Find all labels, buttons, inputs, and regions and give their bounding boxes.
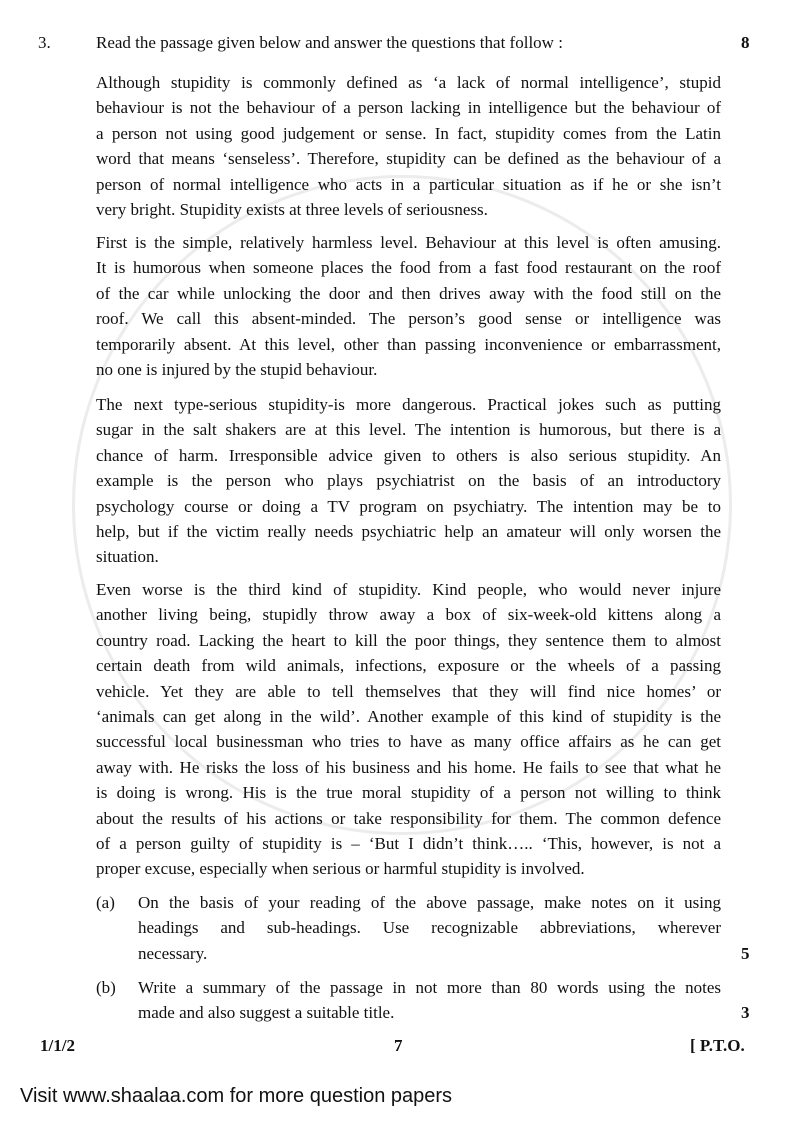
passage-line: temporarily absent. At this level, other than passing inconvenience or embarrassment,: [96, 334, 721, 354]
passage-line: Even worse is the third kind of stupidity. Kind people, who would never injure: [96, 580, 721, 599]
passage-line: country road. Lacking the heart to kill the poor things, they sentence them to almost: [96, 630, 721, 650]
question-instruction: Read the passage given below and answer the questions that follow :: [96, 33, 563, 52]
passage-paragraph: [96, 392, 721, 570]
passage-line: First is the simple, relatively harmless level. Behaviour at this level is often amusing.: [96, 233, 721, 252]
passage-line: successful local businessman who tries to have as many office affairs as he can get: [96, 732, 721, 752]
passage-line: The next type-serious stupidity-is more dangerous. Practical jokes such as putting: [96, 395, 721, 414]
passage-line: situation.: [96, 547, 159, 567]
passage-line: vehicle. Yet they are able to tell themselves that they will find nice homes’ or: [96, 681, 721, 701]
passage-line: is doing is wrong. His is the true moral stupidity of a person not willing to think: [96, 783, 721, 803]
passage-line: away with. He risks the loss of his business and his home. He fails to see that what he: [96, 757, 721, 777]
passage-line: ‘animals can get along in the wild’. Another example of this kind of stupidity is the: [96, 706, 721, 726]
subquestion-label: (a): [96, 893, 115, 912]
passage-line: word that means ‘senseless’. Therefore, stupidity can be defined as the behaviour of a: [96, 149, 721, 169]
subquestion-text: [138, 890, 721, 966]
passage-line: a person not using good judgement or sense. In fact, stupidity comes from the Latin: [96, 123, 721, 143]
passage-line: person of normal intelligence who acts in a particular situation as if he or she isn’t: [96, 174, 721, 194]
passage-line: about the results of his actions or take responsibility for them. The common defence: [96, 808, 721, 828]
passage-paragraph: [96, 70, 721, 222]
subquestion-label: (b): [96, 978, 116, 997]
pto-label: [ P.T.O.: [690, 1036, 745, 1055]
question-marks: 8: [741, 33, 750, 52]
passage-paragraph: [96, 577, 721, 882]
passage-line: chance of harm. Irresponsible advice given to others is also serious stupidity. An: [96, 445, 721, 465]
passage-line: of a person guilty of stupidity is – ‘But I didn’t think….. ‘This, however, is not a: [96, 833, 721, 853]
passage-line: example is the person who plays psychiatrist on the basis of an introductory: [96, 471, 721, 491]
passage-line: sugar in the salt shakers are at this level. The intention is humorous, but there is a: [96, 420, 721, 440]
question-number: 3.: [38, 33, 51, 52]
passage-line: psychology course or doing a TV program on psychiatry. The intention may be to: [96, 496, 721, 516]
passage-line: It is humorous when someone places the food from a fast food restaurant on the roof: [96, 258, 721, 278]
subquestion-line: headings and sub-headings. Use recognizable abbreviations, wherever: [138, 918, 721, 938]
passage-line: Although stupidity is commonly defined as ‘a lack of normal intelligence’, stupid: [96, 73, 721, 92]
subquestion-marks: 5: [741, 943, 750, 963]
passage-paragraph: [96, 230, 721, 382]
passage-line: behaviour is not the behaviour of a person lacking in intelligence but the behaviour of: [96, 98, 721, 118]
passage-line: another living being, stupidly throw away a box of six-week-old kittens along a: [96, 605, 721, 625]
passage-line: help, but if the victim really needs psychiatric help an amateur will only worsen the: [96, 521, 721, 541]
passage-line: roof. We call this absent-minded. The person’s good sense or intelligence was: [96, 309, 721, 329]
subquestion-line: Write a summary of the passage in not more than 80 words using the notes: [138, 978, 721, 997]
subquestion-line: necessary.: [138, 943, 208, 963]
passage-line: very bright. Stupidity exists at three levels of seriousness.: [96, 199, 488, 219]
passage-line: proper excuse, especially when serious or harmful stupidity is involved.: [96, 859, 585, 879]
subquestion-marks: 3: [741, 1003, 750, 1023]
subquestion-line: made and also suggest a suitable title.: [138, 1003, 395, 1023]
passage-line: of the car while unlocking the door and then drives away with the food still on the: [96, 283, 721, 303]
page-number: 7: [394, 1036, 403, 1055]
paper-code: 1/1/2: [40, 1036, 75, 1055]
promo-link[interactable]: Visit www.shaalaa.com for more question papers: [20, 1085, 453, 1107]
passage-line: certain death from wild animals, infections, exposure or the wheels of a passing: [96, 656, 721, 676]
subquestion-text: [138, 975, 721, 1026]
subquestion-line: On the basis of your reading of the above passage, make notes on it using: [138, 893, 721, 912]
passage-line: no one is injured by the stupid behaviour.: [96, 359, 378, 379]
